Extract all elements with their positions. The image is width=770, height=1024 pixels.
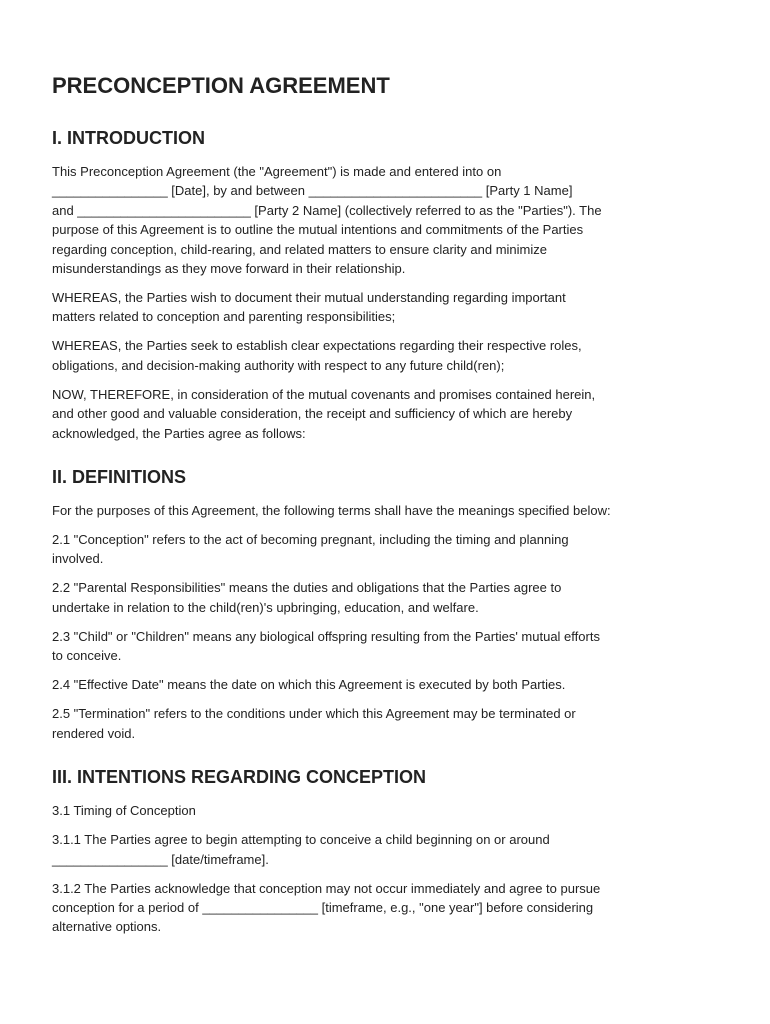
section-heading: III. INTENTIONS REGARDING CONCEPTION: [52, 767, 427, 788]
paragraph-line: misunderstandings as they move forward in their relationship.: [52, 261, 406, 277]
paragraph: [52, 830, 732, 869]
paragraph-line: ________________ [Date], by and between ________________________ [Party 1 Name]: [52, 183, 573, 199]
section-1: [52, 126, 732, 443]
paragraph-line: NOW, THEREFORE, in consideration of the mutual covenants and promises contained herein,: [52, 386, 596, 402]
paragraph-line: matters related to conception and parenting responsibilities;: [52, 309, 396, 325]
paragraph-line: 2.2 "Parental Responsibilities" means the duties and obligations that the Parties agree to: [52, 580, 562, 596]
paragraph-line: WHEREAS, the Parties seek to establish clear expectations regarding their respective roles,: [52, 338, 582, 354]
section-2: [52, 465, 732, 743]
document-title: PRECONCEPTION AGREEMENT: [52, 73, 390, 98]
paragraph: [52, 336, 732, 375]
section-heading: I. INTRODUCTION: [52, 128, 205, 148]
paragraph-line: purpose of this Agreement is to outline the mutual intentions and commitments of the Parties: [52, 222, 584, 238]
paragraph-line: rendered void.: [52, 725, 136, 741]
paragraph-line: regarding conception, child-rearing, and related matters to ensure clarity and minimize: [52, 241, 547, 257]
section-3: [52, 765, 732, 937]
paragraph-line: 2.4 "Effective Date" means the date on which this Agreement is executed by both Parties.: [52, 677, 566, 693]
paragraph: [52, 801, 732, 820]
paragraph-line: to conceive.: [52, 648, 122, 664]
paragraph-line: ________________ [date/timeframe].: [52, 851, 269, 867]
paragraph-line: 2.5 "Termination" refers to the conditions under which this Agreement may be terminated or: [52, 706, 576, 722]
paragraph-line: 2.1 "Conception" refers to the act of becoming pregnant, including the timing and planning: [52, 532, 569, 548]
paragraph-line: obligations, and decision-making authority with respect to any future child(ren);: [52, 357, 505, 373]
paragraph-line: undertake in relation to the child(ren)'s upbringing, education, and welfare.: [52, 599, 479, 615]
paragraph: [52, 501, 732, 520]
paragraph-line: and other good and valuable consideration, the receipt and sufficiency of which are hereby: [52, 406, 573, 422]
paragraph-line: acknowledged, the Parties agree as follows:: [52, 425, 306, 441]
paragraph-line: For the purposes of this Agreement, the following terms shall have the meanings specified below:: [52, 503, 611, 519]
paragraph-line: alternative options.: [52, 919, 162, 935]
paragraph-line: 2.3 "Child" or "Children" means any biological offspring resulting from the Parties' mutual efforts: [52, 628, 600, 644]
paragraph-line: 3.1.2 The Parties acknowledge that conception may not occur immediately and agree to pursue: [52, 880, 601, 896]
paragraph: [52, 385, 732, 443]
paragraph: [52, 162, 732, 278]
paragraph: [52, 288, 732, 327]
paragraph: [52, 627, 732, 666]
paragraph-line: involved.: [52, 551, 104, 567]
paragraph-line: 3.1 Timing of Conception: [52, 803, 196, 819]
paragraph: [52, 879, 732, 937]
paragraph-line: This Preconception Agreement (the "Agreement") is made and entered into on: [52, 164, 502, 179]
document-body: [52, 126, 732, 937]
paragraph: [52, 704, 732, 743]
paragraph-line: conception for a period of ________________ [timeframe, e.g., "one year"] before considering: [52, 899, 594, 915]
paragraph: [52, 530, 732, 569]
paragraph: [52, 578, 732, 617]
paragraph: [52, 675, 732, 694]
paragraph-line: 3.1.1 The Parties agree to begin attempting to conceive a child beginning on or around: [52, 832, 550, 848]
section-heading: II. DEFINITIONS: [52, 467, 187, 488]
paragraph-line: WHEREAS, the Parties wish to document their mutual understanding regarding important: [52, 290, 566, 306]
paragraph-line: and ________________________ [Party 2 Name] (collectively referred to as the "Parties"). The: [52, 202, 602, 218]
